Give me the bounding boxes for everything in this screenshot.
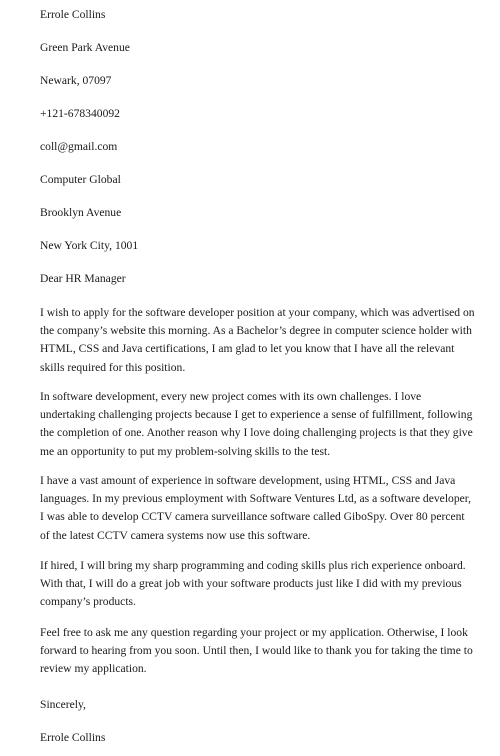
recipient-company: Computer Global <box>40 173 121 186</box>
sender-name: Errole Collins <box>40 8 106 21</box>
paragraph-line: HTML, CSS and Java certifications, I am glad to let you know that I have all the relevant <box>40 342 455 356</box>
paragraph-line: company’s products. <box>40 595 136 609</box>
body-paragraph-2 <box>40 388 473 461</box>
paragraph-line: skills required for this position. <box>40 360 186 374</box>
paragraph-line: review my application. <box>40 662 147 676</box>
signature-name: Errole Collins <box>40 731 106 744</box>
paragraph-line: undertaking challenging projects because I get to experience a sense of fulfillment, following <box>40 408 473 422</box>
paragraph-line: I was able to develop CCTV camera surveillance software called GiboSpy. Over 80 percent <box>40 510 465 524</box>
paragraph-line: of the latest CCTV camera systems now use this software. <box>40 528 311 542</box>
body-paragraph-1 <box>40 304 475 377</box>
paragraph-line: forward to hearing from you soon. Until then, I would like to thank you for taking the time to <box>40 644 473 658</box>
paragraph-line: languages. In my previous employment with Software Ventures Ltd, as a software developer, <box>40 492 472 506</box>
body-paragraph-3 <box>40 472 472 545</box>
paragraph-line: I wish to apply for the software developer position at your company, which was advertised on <box>40 306 475 319</box>
paragraph-line: In software development, every new project comes with its own challenges. I love <box>40 390 422 403</box>
body-paragraph-4 <box>40 557 465 612</box>
sender-city-zip: Newark, 07097 <box>40 74 112 87</box>
sender-street: Green Park Avenue <box>40 41 130 54</box>
paragraph-line: Feel free to ask me any question regarding your project or my application. Otherwise, I look <box>40 626 468 639</box>
sender-phone: +121-678340092 <box>40 107 120 120</box>
body-paragraph-5 <box>40 624 473 679</box>
recipient-street: Brooklyn Avenue <box>40 206 122 219</box>
salutation: Dear HR Manager <box>40 272 126 285</box>
recipient-city-zip: New York City, 1001 <box>40 239 139 252</box>
closing: Sincerely, <box>40 698 86 711</box>
paragraph-line: With that, I will do a great job with your software products just like I did with my previous <box>40 577 462 591</box>
paragraph-line: the company’s website this morning. As a Bachelor’s degree in computer science holder with <box>40 324 472 338</box>
paragraph-line: I have a vast amount of experience in software development, using HTML, CSS and Java <box>40 474 456 487</box>
paragraph-line: me an opportunity to put my problem-solving skills to the test. <box>40 444 331 458</box>
paragraph-line: the completion of one. Another reason why I love doing challenging projects is that they give <box>40 426 473 440</box>
sender-email: coll@gmail.com <box>40 140 118 153</box>
paragraph-line: If hired, I will bring my sharp programming and coding skills plus rich experience onboard. <box>40 559 466 572</box>
